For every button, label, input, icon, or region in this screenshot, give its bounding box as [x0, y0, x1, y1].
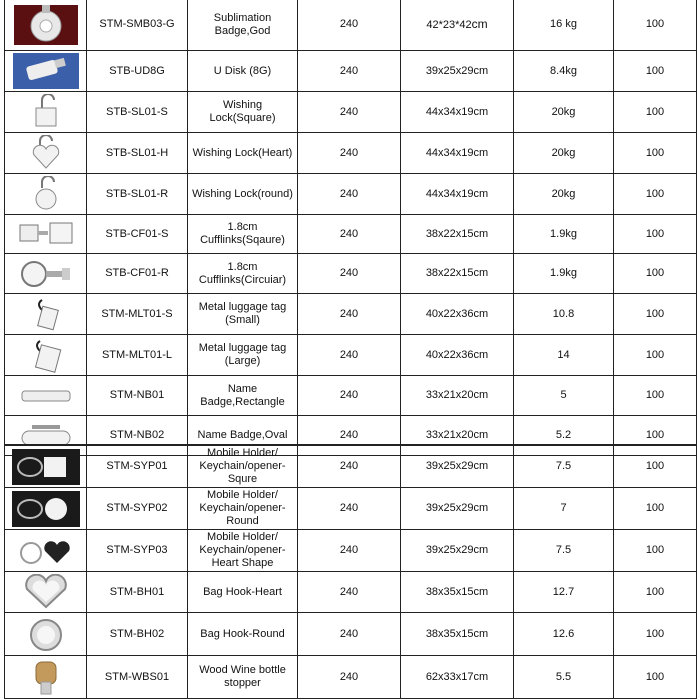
product-row — [5, 335, 697, 376]
usb-drive-icon — [7, 53, 84, 89]
carton-size — [401, 0, 514, 51]
product-name-line: Lock(Square) — [209, 112, 276, 124]
gross-weight: 14 — [514, 335, 614, 376]
product-row — [5, 133, 697, 174]
product-name-line: Mobile Holder/ — [207, 447, 278, 459]
product-code: STB-UD8G — [87, 51, 188, 92]
carton-quantity: 240 — [298, 92, 401, 133]
moq-value: 100 — [614, 215, 697, 254]
product-row — [5, 92, 697, 133]
product-code: STM-SMB03-G — [87, 0, 188, 51]
product-name-line: Wishing Lock(Heart) — [192, 146, 293, 159]
moq-value: 100 — [614, 572, 697, 613]
product-row — [5, 294, 697, 335]
product-code: STM-BH02 — [87, 613, 188, 656]
gross-weight: 5.5 — [514, 656, 614, 699]
product-row — [5, 613, 697, 656]
product-name — [188, 174, 298, 215]
product-code: STM-SYP02 — [87, 488, 188, 530]
product-image — [5, 656, 87, 699]
gross-weight: 12.6 — [514, 613, 614, 656]
moq-value: 100 — [614, 51, 697, 92]
product-image — [5, 335, 87, 376]
carton-quantity: 240 — [298, 133, 401, 174]
product-name-line: (Small) — [225, 314, 260, 326]
carton-quantity: 240 — [298, 530, 401, 572]
square-keychain-icon — [7, 449, 84, 485]
small-luggage-tag-icon — [7, 296, 84, 332]
product-name — [188, 133, 298, 174]
product-name-line: Keychain/opener- — [199, 544, 286, 556]
product-name-line: Keychain/opener- — [199, 502, 286, 514]
heart-keychain-icon — [7, 533, 84, 569]
product-row — [5, 446, 697, 488]
product-name-line: Heart Shape — [211, 557, 274, 569]
carton-size: 62x33x17cm — [401, 656, 514, 699]
product-image — [5, 254, 87, 294]
product-name — [188, 488, 298, 530]
product-name-line: U Disk (8G) — [213, 64, 272, 77]
product-name-line: 1.8cm — [227, 221, 258, 233]
gross-weight: 1.9kg — [514, 254, 614, 294]
gross-weight: 1.9kg — [514, 215, 614, 254]
gross-weight: 8.4kg — [514, 51, 614, 92]
product-name-line: Metal luggage tag — [198, 342, 287, 354]
product-row — [5, 215, 697, 254]
gross-weight: 20kg — [514, 174, 614, 215]
gross-weight: 7.5 — [514, 530, 614, 572]
moq-value: 100 — [614, 133, 697, 174]
heart-lock-icon — [7, 135, 84, 171]
carton-size: 39x25x29cm — [401, 51, 514, 92]
moq-value: 100 — [614, 92, 697, 133]
square-cufflinks-icon — [7, 219, 84, 249]
carton-quantity: 240 — [298, 335, 401, 376]
product-name — [188, 51, 298, 92]
product-name — [188, 572, 298, 613]
product-name-line: Badge,Rectangle — [200, 395, 285, 408]
product-name-line: Mobile Holder/ — [207, 489, 278, 501]
carton-size: 33x21x20cm — [401, 416, 514, 456]
gross-weight: 5 — [514, 376, 614, 416]
gross-weight: 7.5 — [514, 446, 614, 488]
carton-size: 44x34x19cm — [401, 174, 514, 215]
carton-size: 44x34x19cm — [401, 133, 514, 174]
wine-stopper-icon — [7, 658, 84, 696]
product-name-line: Bag Hook-Heart — [203, 585, 282, 598]
carton-size: 38x22x15cm — [401, 254, 514, 294]
carton-size-value: 42*23*42 — [426, 18, 472, 31]
product-image — [5, 572, 87, 613]
product-code: STB-SL01-R — [87, 174, 188, 215]
carton-quantity: 240 — [298, 488, 401, 530]
product-row — [5, 656, 697, 699]
product-row — [5, 51, 697, 92]
carton-size: 39x25x29cm — [401, 446, 514, 488]
carton-quantity: 240 — [298, 656, 401, 699]
gross-weight: 20kg — [514, 133, 614, 174]
gross-weight: 20kg — [514, 92, 614, 133]
product-name-line: Wishing — [222, 99, 263, 111]
product-row — [5, 254, 697, 294]
product-table-bottom — [4, 445, 697, 699]
carton-size: 38x35x15cm — [401, 613, 514, 656]
product-image — [5, 92, 87, 133]
product-code: STM-NB02 — [87, 416, 188, 456]
product-code: STM-SYP01 — [87, 446, 188, 488]
product-image — [5, 133, 87, 174]
round-bag-hook-icon — [7, 615, 84, 653]
product-name-line: Name Badge,Oval — [197, 429, 288, 441]
gross-weight: 12.7 — [514, 572, 614, 613]
carton-quantity: 240 — [298, 376, 401, 416]
product-name — [188, 530, 298, 572]
product-image — [5, 376, 87, 416]
carton-quantity: 240 — [298, 613, 401, 656]
product-row — [5, 488, 697, 530]
carton-size: 44x34x19cm — [401, 92, 514, 133]
carton-size: 33x21x20cm — [401, 376, 514, 416]
gross-weight: 10.8 — [514, 294, 614, 335]
square-lock-icon — [7, 94, 84, 130]
product-row — [5, 0, 697, 51]
moq-value: 100 — [614, 376, 697, 416]
product-name-line: Wood Wine bottle — [199, 664, 286, 676]
product-name-line: Cufflinks(Circuiar) — [198, 273, 287, 286]
product-image — [5, 294, 87, 335]
carton-quantity: 240 — [298, 294, 401, 335]
product-name — [188, 254, 298, 294]
moq-value: 100 — [614, 174, 697, 215]
product-name-line: Keychain/opener- — [199, 460, 286, 472]
moq-value: 100 — [614, 530, 697, 572]
product-image — [5, 0, 87, 51]
product-image — [5, 446, 87, 488]
round-cufflinks-icon — [7, 258, 84, 290]
moq-value: 100 — [614, 416, 697, 456]
gross-weight: 5.2 — [514, 416, 614, 456]
carton-quantity: 240 — [298, 174, 401, 215]
moq-value: 100 — [614, 488, 697, 530]
product-code: STB-SL01-S — [87, 92, 188, 133]
product-name — [188, 294, 298, 335]
carton-quantity: 240 — [298, 254, 401, 294]
moq-value: 100 — [614, 294, 697, 335]
gross-weight: 16 kg — [514, 0, 614, 51]
carton-size: 39x25x29cm — [401, 488, 514, 530]
product-name-line: stopper — [224, 677, 261, 689]
product-name — [188, 215, 298, 254]
moq-value: 100 — [614, 446, 697, 488]
carton-size-unit: cm — [471, 16, 488, 31]
product-name — [188, 656, 298, 699]
moq-value: 100 — [614, 0, 697, 51]
product-name-line: Round — [226, 515, 259, 527]
heart-bag-hook-icon — [7, 574, 84, 610]
carton-size: 40x22x36cm — [401, 294, 514, 335]
carton-quantity: 240 — [298, 215, 401, 254]
product-name-line: Sublimation — [213, 11, 272, 24]
carton-quantity: 240 — [298, 0, 401, 51]
round-lock-icon — [7, 176, 84, 212]
product-table-top — [4, 0, 697, 456]
product-name — [188, 376, 298, 416]
product-image — [5, 613, 87, 656]
round-keychain-icon — [7, 491, 84, 527]
moq-value: 100 — [614, 335, 697, 376]
product-name-line: Cufflinks(Sqaure) — [200, 234, 285, 246]
product-name-line: (Large) — [224, 355, 261, 367]
product-code: STM-MLT01-S — [87, 294, 188, 335]
product-image — [5, 174, 87, 215]
large-luggage-tag-icon — [7, 337, 84, 373]
rectangle-name-badge-icon — [7, 383, 84, 409]
product-code: STM-WBS01 — [87, 656, 188, 699]
product-name-line: Mobile Holder/ — [207, 531, 278, 543]
product-row — [5, 174, 697, 215]
carton-size: 38x35x15cm — [401, 572, 514, 613]
product-code: STM-NB01 — [87, 376, 188, 416]
carton-quantity: 240 — [298, 572, 401, 613]
product-code: STM-SYP03 — [87, 530, 188, 572]
product-name-line: Wishing Lock(round) — [192, 187, 293, 200]
product-name-line: Metal luggage tag — [198, 301, 287, 313]
product-image — [5, 530, 87, 572]
carton-size: 38x22x15cm — [401, 215, 514, 254]
moq-value: 100 — [614, 656, 697, 699]
moq-value: 100 — [614, 613, 697, 656]
medal-badge-icon — [7, 5, 84, 45]
product-name — [188, 335, 298, 376]
carton-size: 40x22x36cm — [401, 335, 514, 376]
gross-weight: 7 — [514, 488, 614, 530]
product-name-line: Name — [227, 382, 258, 395]
product-row — [5, 376, 697, 416]
carton-quantity: 240 — [298, 51, 401, 92]
product-row — [5, 572, 697, 613]
product-name — [188, 446, 298, 488]
moq-value: 100 — [614, 254, 697, 294]
product-row — [5, 530, 697, 572]
product-code: STB-SL01-H — [87, 133, 188, 174]
product-code: STB-CF01-S — [87, 215, 188, 254]
product-code: STM-BH01 — [87, 572, 188, 613]
carton-quantity: 240 — [298, 416, 401, 456]
product-image — [5, 488, 87, 530]
product-image — [5, 215, 87, 254]
product-image — [5, 51, 87, 92]
carton-quantity: 240 — [298, 446, 401, 488]
carton-size: 39x25x29cm — [401, 530, 514, 572]
product-name-line: Squre — [227, 473, 258, 485]
product-name-line: Badge,God — [214, 24, 271, 37]
product-name — [188, 92, 298, 133]
product-name-line: 1.8cm — [227, 260, 258, 273]
product-name-line: Bag Hook-Round — [200, 627, 285, 640]
product-name — [188, 0, 298, 51]
product-code: STM-MLT01-L — [87, 335, 188, 376]
product-name — [188, 613, 298, 656]
product-code: STB-CF01-R — [87, 254, 188, 294]
